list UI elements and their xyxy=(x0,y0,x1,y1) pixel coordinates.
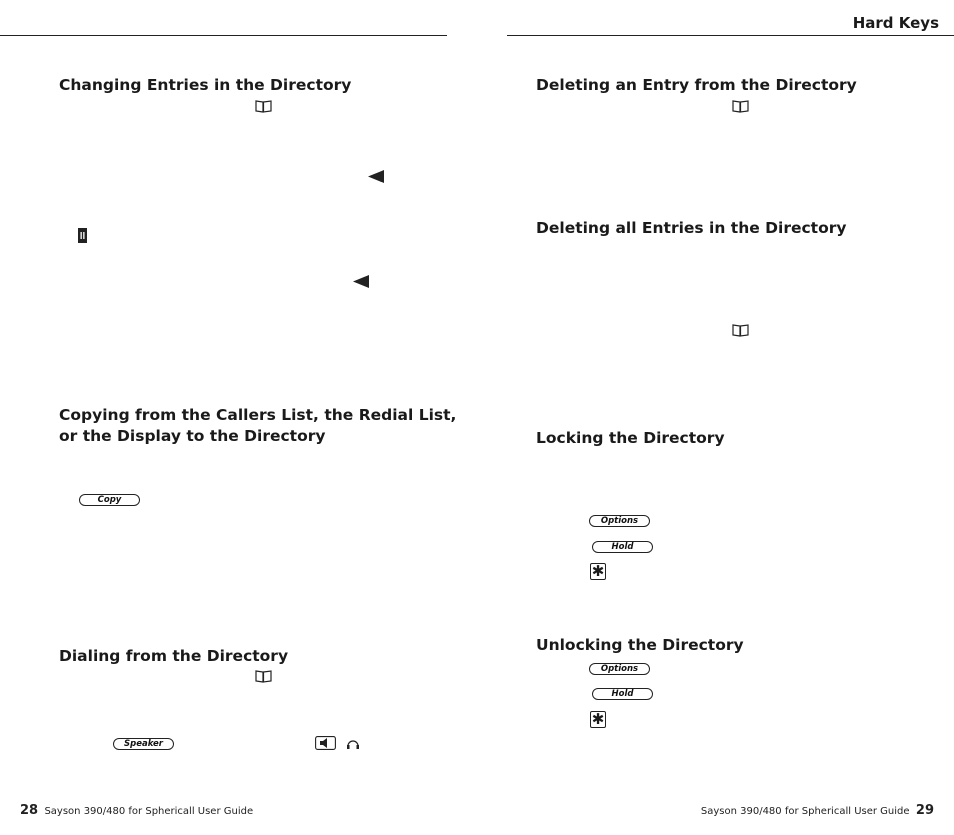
running-head: Hard Keys xyxy=(852,14,939,32)
book-icon xyxy=(732,323,749,337)
headset-icon xyxy=(346,738,360,750)
right-footer xyxy=(701,803,934,818)
page-number-left: 28 xyxy=(20,803,39,818)
book-icon xyxy=(255,669,272,683)
star-key: ✱ xyxy=(591,710,605,728)
footer-title-right: Sayson 390/480 for Sphericall User Guide xyxy=(700,806,910,817)
footer-title-left: Sayson 390/480 for Sphericall User Guide xyxy=(44,806,254,817)
speaker-key: Speaker xyxy=(113,738,174,750)
heading-dialing: Dialing from the Directory xyxy=(59,647,289,665)
left-footer xyxy=(20,803,253,818)
book-icon xyxy=(732,99,749,113)
heading-deleting-all: Deleting all Entries in the Directory xyxy=(536,219,847,237)
left-arrow-icon xyxy=(353,275,370,288)
options-key: Options xyxy=(589,663,650,675)
options-key: Options xyxy=(589,515,650,527)
book-icon xyxy=(255,99,272,113)
heading-copying xyxy=(59,405,456,447)
hold-key: Hold xyxy=(592,541,653,553)
heading-copying-line2: or the Display to the Directory xyxy=(59,427,326,445)
left-header-rule xyxy=(0,35,447,36)
volume-icon xyxy=(315,736,336,750)
star-key: ✱ xyxy=(591,562,605,580)
page-number-right: 29 xyxy=(915,803,934,818)
right-header-rule xyxy=(507,35,954,36)
heading-changing-entries: Changing Entries in the Directory xyxy=(59,76,352,94)
heading-locking: Locking the Directory xyxy=(536,429,725,447)
copy-key: Copy xyxy=(79,494,140,506)
heading-copying-line1: Copying from the Callers List, the Redial List, xyxy=(59,406,457,424)
hold-key: Hold xyxy=(592,688,653,700)
pause-icon xyxy=(78,228,87,243)
heading-unlocking: Unlocking the Directory xyxy=(536,636,744,654)
left-arrow-icon xyxy=(368,170,385,183)
heading-deleting-entry: Deleting an Entry from the Directory xyxy=(536,76,857,94)
